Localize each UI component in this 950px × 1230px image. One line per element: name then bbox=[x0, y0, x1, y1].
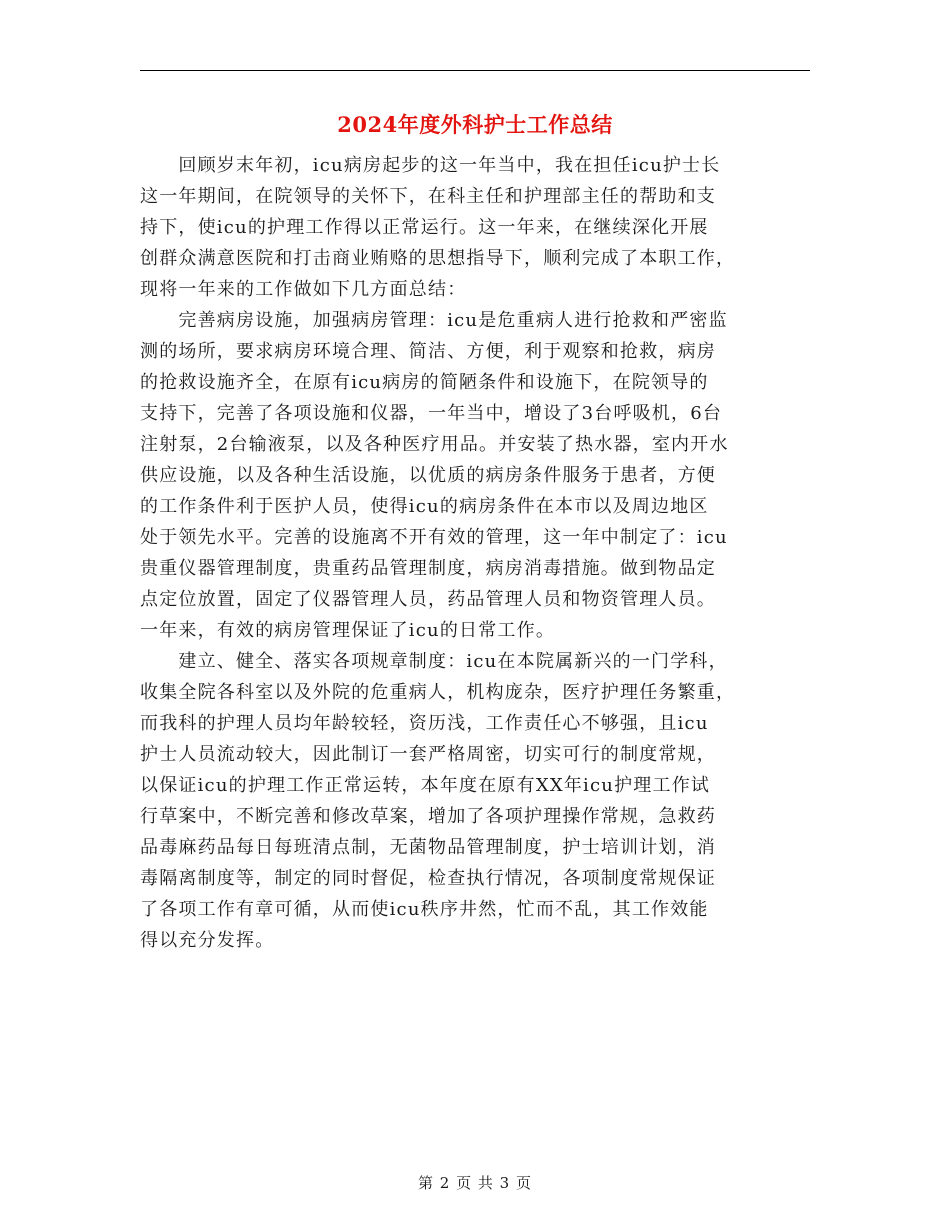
paragraph bbox=[140, 150, 810, 305]
text-line: 行草案中，不断完善和修改草案，增加了各项护理操作常规，急救药 bbox=[140, 806, 716, 827]
text-line: 支持下，完善了各项设施和仪器，一年当中，增设了3台呼吸机，6台 bbox=[140, 403, 723, 424]
text-line: 回顾岁末年初，icu病房起步的这一年当中，我在担任icu护士长 bbox=[140, 155, 721, 176]
page-number-footer: 第 2 页 共 3 页 bbox=[418, 1174, 532, 1192]
header-rule bbox=[140, 70, 810, 71]
text-line: 测的场所，要求病房环境合理、简洁、方便，利于观察和抢救，病房 bbox=[140, 341, 716, 362]
text-line: 毒隔离制度等，制定的同时督促，检查执行情况，各项制度常规保证 bbox=[140, 868, 716, 889]
text-line: 收集全院各科室以及外院的危重病人，机构庞杂，医疗护理任务繁重， bbox=[140, 682, 736, 703]
text-line: 而我科的护理人员均年龄较轻，资历浅，工作责任心不够强，且icu bbox=[140, 713, 709, 734]
text-line: 现将一年来的工作做如下几方面总结： bbox=[140, 279, 467, 300]
text-line: 贵重仪器管理制度，贵重药品管理制度，病房消毒措施。做到物品定 bbox=[140, 558, 716, 579]
text-line: 的抢救设施齐全，在原有icu病房的简陋条件和设施下，在院领导的 bbox=[140, 372, 709, 393]
text-line: 完善病房设施，加强病房管理：icu是危重病人进行抢救和严密监 bbox=[140, 310, 728, 331]
text-line: 了各项工作有章可循，从而使icu秩序井然，忙而不乱，其工作效能 bbox=[140, 899, 709, 920]
text-line: 以保证icu的护理工作正常运转，本年度在原有XX年icu护理工作试 bbox=[140, 775, 711, 796]
document-body bbox=[140, 150, 810, 956]
text-line: 品毒麻药品每日每班清点制，无菌物品管理制度，护士培训计划，消 bbox=[140, 837, 716, 858]
text-line: 的工作条件利于医护人员，使得icu的病房条件在本市以及周边地区 bbox=[140, 496, 709, 517]
document-title: 2024年度外科护士工作总结 bbox=[337, 112, 613, 137]
text-line: 持下，使icu的护理工作得以正常运行。这一年来，在继续深化开展 bbox=[140, 217, 709, 238]
text-line: 创群众满意医院和打击商业贿赂的思想指导下，顺利完成了本职工作， bbox=[140, 248, 736, 269]
text-line: 点定位放置，固定了仪器管理人员，药品管理人员和物资管理人员。 bbox=[140, 589, 716, 610]
text-line: 注射泵，2台输液泵，以及各种医疗用品。并安装了热水器，室内开水 bbox=[140, 434, 729, 455]
text-line: 一年来，有效的病房管理保证了icu的日常工作。 bbox=[140, 620, 556, 641]
paragraph bbox=[140, 305, 810, 646]
text-line: 处于领先水平。完善的设施离不开有效的管理，这一年中制定了：icu bbox=[140, 527, 728, 548]
paragraph bbox=[140, 646, 810, 956]
text-line: 供应设施，以及各种生活设施，以优质的病房条件服务于患者，方便 bbox=[140, 465, 716, 486]
text-line: 护士人员流动较大，因此制订一套严格周密，切实可行的制度常规， bbox=[140, 744, 716, 765]
text-line: 这一年期间，在院领导的关怀下，在科主任和护理部主任的帮助和支 bbox=[140, 186, 716, 207]
text-line: 得以充分发挥。 bbox=[140, 930, 275, 951]
text-line: 建立、健全、落实各项规章制度：icu在本院属新兴的一门学科， bbox=[140, 651, 728, 672]
